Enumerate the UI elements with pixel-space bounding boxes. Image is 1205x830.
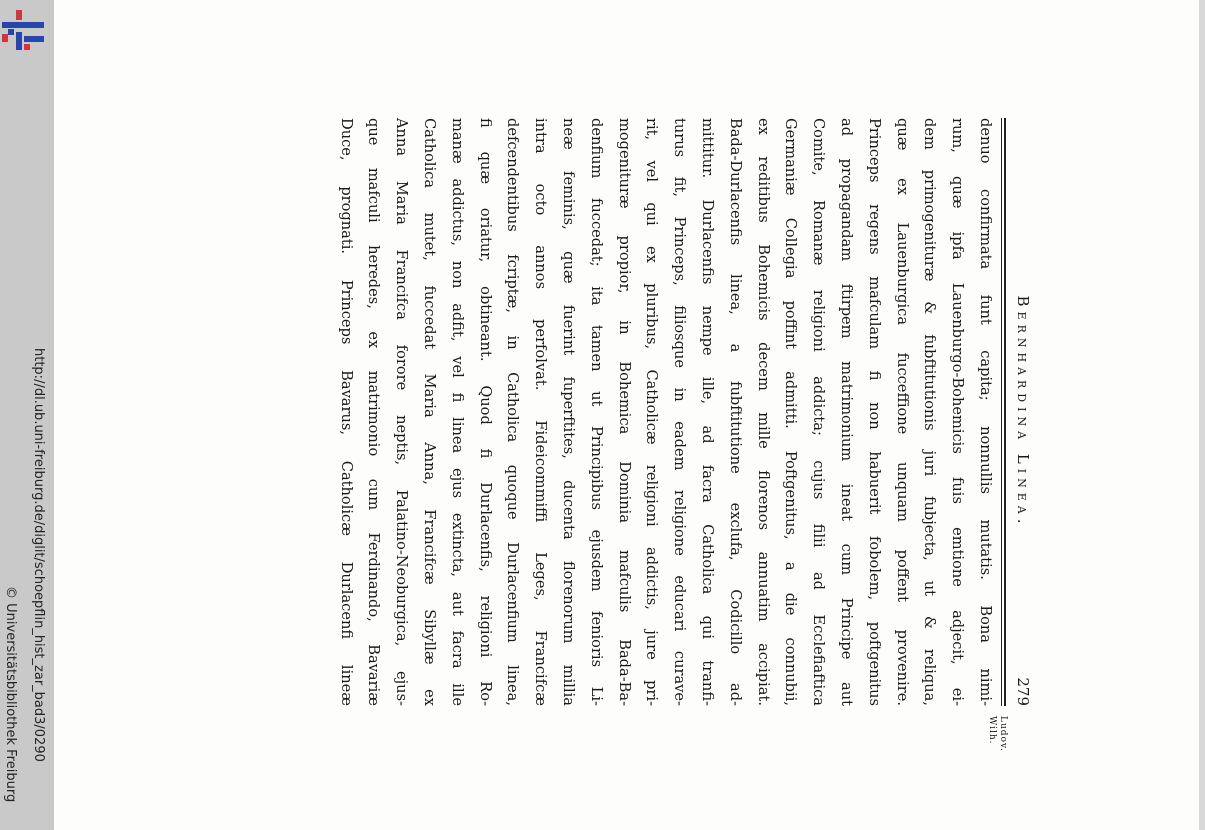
text-line: rit, vel qui ex pluribus, Catholicæ religioni addictis, jure pri- <box>643 118 661 706</box>
running-title: Bernhardina Linea. <box>1014 295 1032 529</box>
page-body <box>332 118 999 706</box>
left-sidebar <box>0 0 54 830</box>
text-line: fi quæ oriatur, obtineant. Quod fi Durlacenfis, religioni Ro- <box>476 118 494 706</box>
text-line: defcendentibus fcriptæ, in Catholica quoque Durlacenfium linea, <box>504 118 522 706</box>
margin-note-line: Ludov. <box>998 716 1008 752</box>
scanned-page-area <box>54 0 1199 830</box>
text-line: Bada-Durlacenfis linea, a fubftitutione exclufa, Codicillo ad- <box>726 118 744 706</box>
text-line: que mafculi heredes, ex matrimonio cum Ferdinando, Bavariæ <box>365 118 383 706</box>
text-line: Anna Maria Francifca forore neptis, Palatino-Neoburgica, ejus- <box>393 118 411 706</box>
document-url[interactable]: http://dl.ub.uni-freiburg.de/diglit/schoepflin_hist_zar_bad3/0290 <box>31 348 46 762</box>
text-line: mogenituræ propior, in Bohemica Dominia mafculis Bada-Ba- <box>615 118 633 706</box>
page-number: 279 <box>1014 677 1032 706</box>
text-line: manæ addictus, non adfit, vel fi linea ejus extincta, aut facra ille <box>448 118 466 706</box>
text-line: ad propagandam ftirpem matrimonium ineat cum Principe aut <box>838 118 856 706</box>
text-line: quæ ex Lauenburgica fucceffione unquam poffent provenire. <box>893 118 911 706</box>
text-line: mittitur. Durlacenfis nempe ille, ad facra Catholica qui tranfi- <box>699 118 717 706</box>
text-line: turus fit, Princeps, filiosque in eadem religione educari curave- <box>671 118 689 706</box>
right-scrollbar-edge <box>1199 0 1205 830</box>
text-line: ex reditibus Bohemicis decem mille florenos annuatim accipiat. <box>754 118 772 706</box>
margin-note-line: Wilh. <box>987 716 997 745</box>
copyright-notice: © Universitätsbibliothek Freiburg <box>3 586 18 803</box>
page-header <box>1006 118 1032 706</box>
text-line: Duce, prognati. Princeps Bavarus, Catholicæ Durlacenfi lineæ <box>337 118 355 706</box>
book-page <box>266 118 1032 752</box>
margin-note <box>986 716 1008 752</box>
text-line: Germaniæ Collegia poffint admitti. Poftgenitus, a die connubii, <box>782 118 800 706</box>
university-library-logo <box>0 8 46 52</box>
text-line: denfium fuccedat; ita tamen ut Principibus ejusdem fenioris Li- <box>587 118 605 706</box>
text-line: Catholica mutet, fuccedat Maria Anna, Francifcæ Sibyllæ ex <box>421 118 439 706</box>
text-line: Princeps regens mafculam fi non habuerit fobolem, poftgenitus <box>865 118 883 706</box>
text-line: rum, quæ ipfa Lauenburgo-Bohemicis fuis emtione adjecit, ei- <box>949 118 967 706</box>
text-line: denuo confirmata funt capita; nonnullis mutatis. Bona nimi- <box>977 118 994 706</box>
text-line: Comite, Romanæ religioni addicta; cujus filii ad Ecclefiaftica <box>810 118 828 706</box>
text-line: dem primogenituræ & fubftitutionis juri fubjecta, ut & reliqua, <box>921 118 939 706</box>
text-line: intra octo annos perfolvat. Fideicommiffi Leges, Francifcæ <box>532 118 550 706</box>
text-line: neæ feminis, quæ fuerint fuperftites, ducenta florenorum millia <box>560 118 578 706</box>
